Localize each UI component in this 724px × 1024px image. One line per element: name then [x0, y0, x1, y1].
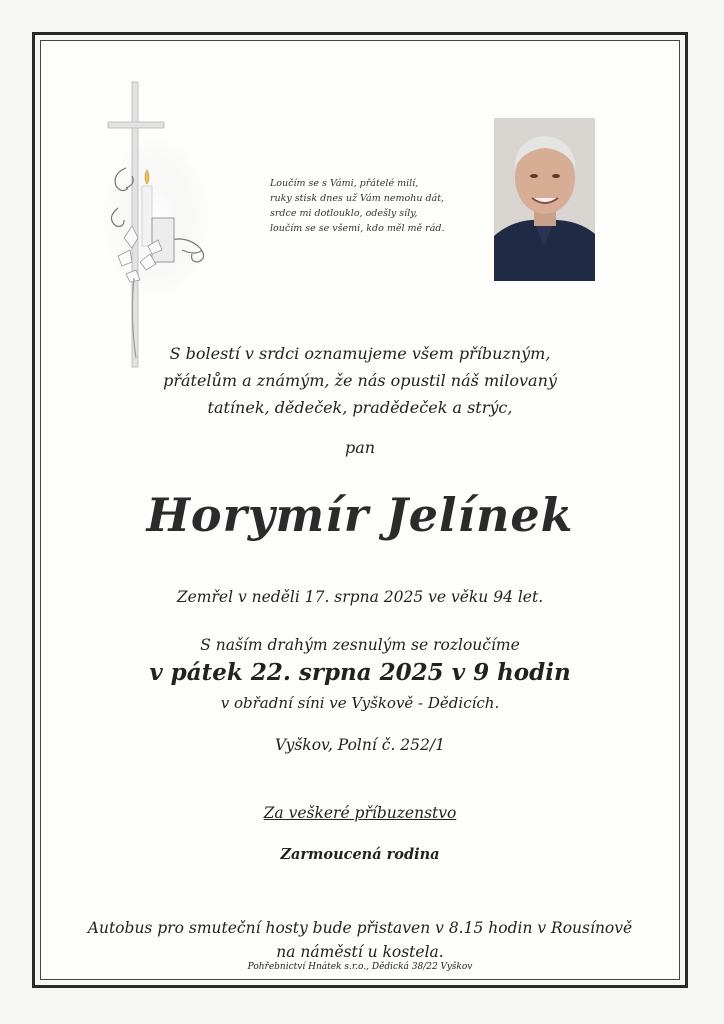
ceremony-place: v obřadní síni ve Vyškově - Dědicích.: [220, 694, 500, 712]
cross-candle-lily-icon: [96, 78, 236, 373]
poem-line: ruky stisk dnes už Vám nemohu dát,: [270, 193, 445, 204]
funeral-service: Pohřebnictví Hnátek s.r.o., Dědická 38/22 Vyškov: [247, 962, 473, 972]
bus-notice-line: Autobus pro smuteční hosty bude přistaven v 8.15 hodin v Rousínově: [87, 919, 633, 937]
ceremony-intro: S naším drahým zesnulým se rozloučíme: [200, 636, 520, 654]
ceremony-datetime: v pátek 22. srpna 2025 v 9 hodin: [149, 659, 571, 686]
bus-notice-line: na náměstí u kostela.: [276, 943, 444, 961]
death-info: Zemřel v neděli 17. srpna 2025 ve věku 94 let.: [176, 588, 544, 606]
announcement-line: tatínek, dědeček, pradědeček a strýc,: [207, 398, 513, 417]
deceased-name: Horymír Jelínek: [146, 488, 574, 542]
announcement-line: S bolestí v srdci oznamujeme všem příbuzným,: [169, 344, 551, 363]
salutation: pan: [344, 438, 376, 457]
family-signature: Zarmoucená rodina: [280, 846, 440, 863]
poem-line: srdce mi dotlouklo, odešly síly,: [270, 208, 418, 219]
address: Vyškov, Polní č. 252/1: [275, 736, 445, 754]
announcement: [40, 340, 680, 421]
bus-notice: [40, 916, 680, 964]
portrait-photo: [494, 118, 595, 281]
relatives-label: Za veškeré příbuzenstvo: [263, 804, 457, 822]
poem: [270, 176, 470, 236]
portrait-illustration: [494, 118, 595, 281]
poem-line: Loučím se s Vámi, přátelé milí,: [270, 178, 419, 189]
poem-line: loučím se se všemi, kdo měl mě rád.: [270, 223, 445, 234]
announcement-line: přátelům a známým, že nás opustil náš milovaný: [163, 371, 557, 390]
